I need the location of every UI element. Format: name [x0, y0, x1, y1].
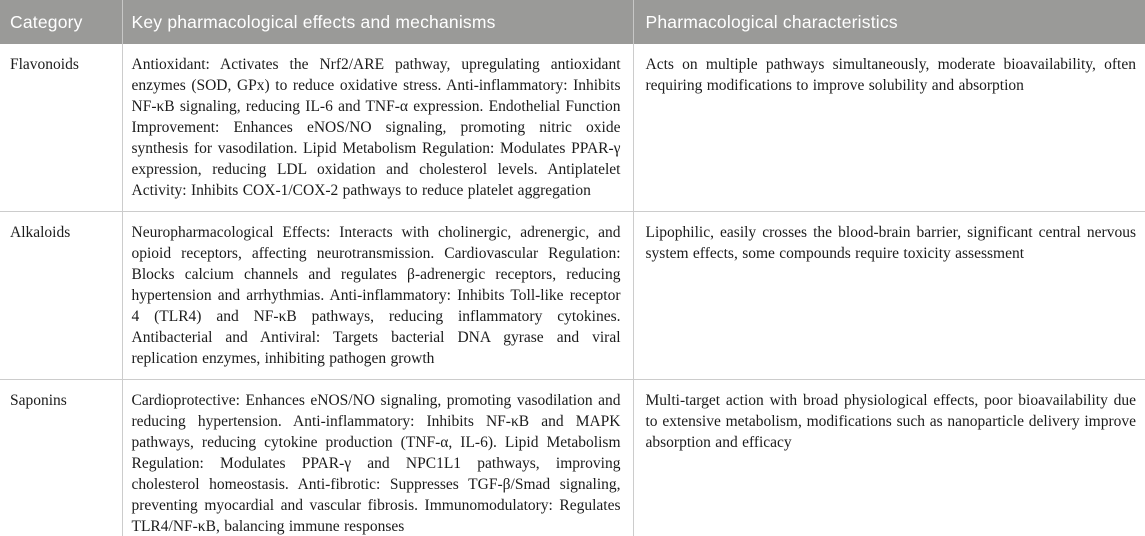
table-header-row	[0, 0, 1145, 44]
cell-category: Flavonoids	[0, 44, 122, 212]
cell-effects: Cardioprotective: Enhances eNOS/NO signaling, promoting vasodilation and reducing hypertension. Anti-inflammatory: Inhibits NF-κB and MAPK pathways, reducing cytokine production (TNF-α, IL-6). Lipid Metabolism Regulation: Modulates PPAR-γ and NPC1L1 pathways, improving cholesterol homeostasis. Anti-fibrotic: Suppresses TGF-β/Smad signaling, preventing myocardial and vascular fibrosis. Immunomodulatory: Regulates TLR4/NF-κB, balancing immune responses	[122, 380, 633, 536]
cell-characteristics: Multi-target action with broad physiological effects, poor bioavailability due to extensive metabolism, modifications such as nanoparticle delivery improve absorption and efficacy	[633, 380, 1145, 536]
cell-category: Saponins	[0, 380, 122, 536]
table-row-alkaloids	[0, 212, 1145, 380]
cell-characteristics: Lipophilic, easily crosses the blood-brain barrier, significant central nervous system effects, some compounds require toxicity assessment	[633, 212, 1145, 380]
column-header-category: Category	[0, 0, 122, 44]
cell-characteristics: Acts on multiple pathways simultaneously, moderate bioavailability, often requiring modifications to improve solubility and absorption	[633, 44, 1145, 212]
column-header-characteristics: Pharmacological characteristics	[633, 0, 1145, 44]
cell-category: Alkaloids	[0, 212, 122, 380]
table-row-flavonoids	[0, 44, 1145, 212]
table-row-saponins	[0, 380, 1145, 536]
cell-effects: Neuropharmacological Effects: Interacts with cholinergic, adrenergic, and opioid receptors, affecting neurotransmission. Cardiovascular Regulation: Blocks calcium channels and regulates β-adrenergic receptors, reducing hypertension and arrhythmias. Anti-inflammatory: Inhibits Toll-like receptor 4 (TLR4) and NF-κB pathways, reducing inflammatory cytokines. Antibacterial and Antiviral: Targets bacterial DNA gyrase and viral replication enzymes, inhibiting pathogen growth	[122, 212, 633, 380]
cell-effects: Antioxidant: Activates the Nrf2/ARE pathway, upregulating antioxidant enzymes (SOD, GPx) to reduce oxidative stress. Anti-inflammatory: Inhibits NF-κB signaling, reducing IL-6 and TNF-α expression. Endothelial Function Improvement: Enhances eNOS/NO signaling, promoting nitric oxide synthesis for vasodilation. Lipid Metabolism Regulation: Modulates PPAR-γ expression, reducing LDL oxidation and cholesterol levels. Antiplatelet Activity: Inhibits COX-1/COX-2 pathways to reduce platelet aggregation	[122, 44, 633, 212]
column-header-effects: Key pharmacological effects and mechanisms	[122, 0, 633, 44]
